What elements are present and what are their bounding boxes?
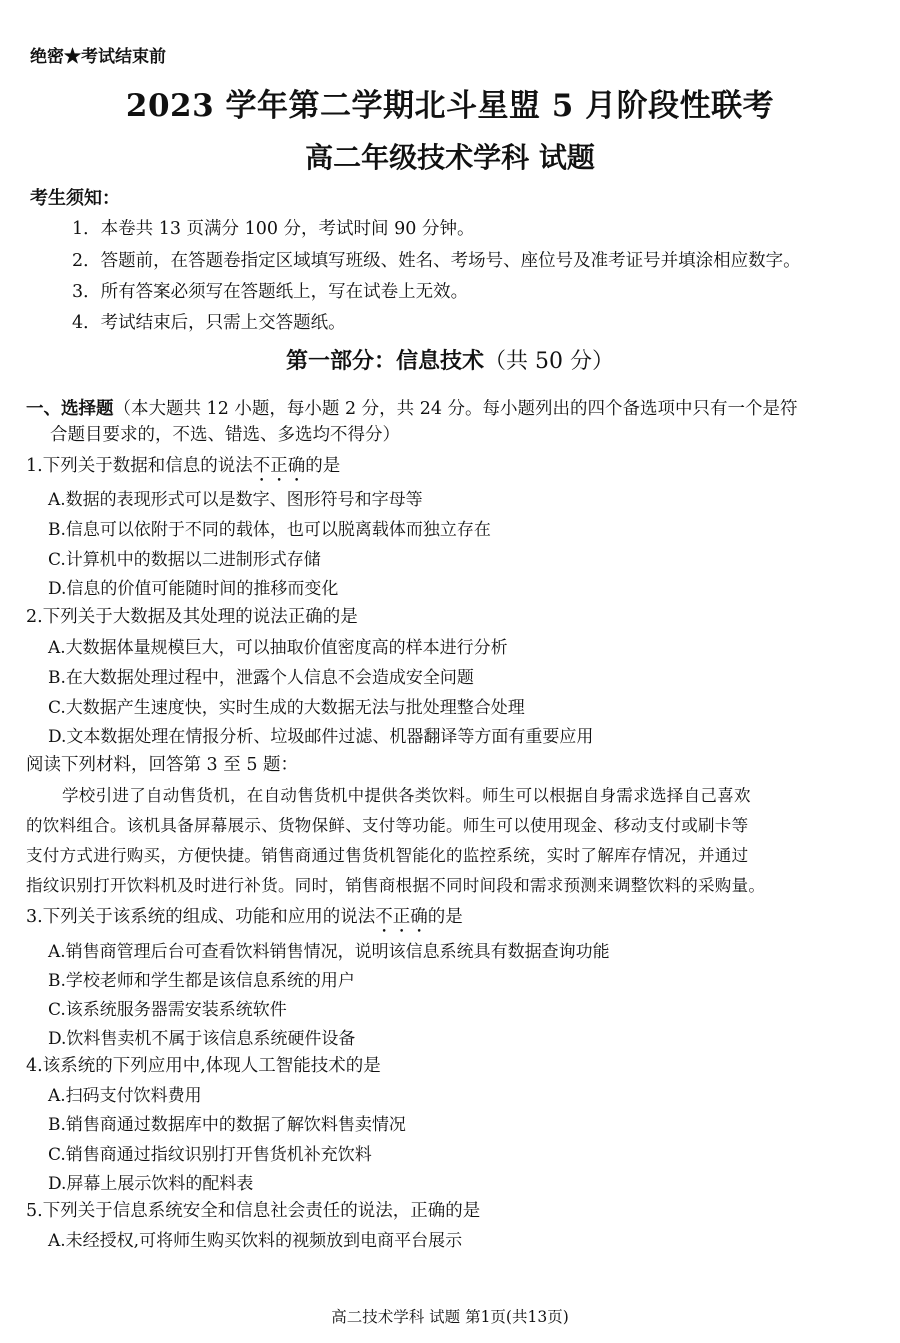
notice-item: 2．答题前，在答题卷指定区域填写班级、姓名、考场号、座位号及准考证号并填涂相应数字。 [72,251,801,271]
stem-emphasis: 不正确 [375,907,428,927]
stem-text: 3.下列关于该系统的组成、功能和应用的说法 [26,907,376,927]
page-footer: 高二技术学科 试题 第1页(共13页) [331,1308,569,1326]
question-4-option-c: C.销售商通过指纹识别打开售货机补充饮料 [48,1145,372,1165]
stem-emphasis: 不正确 [252,456,306,476]
question-3-stem [26,903,463,937]
question-1-stem [26,452,340,486]
question-1-option-d: D.信息的价值可能随时间的推移而变化 [48,579,339,599]
stem-text: 的是 [427,907,463,927]
question-4-option-b: B.销售商通过数据库中的数据了解饮料售卖情况 [48,1115,406,1135]
question-2-option-c: C.大数据产生速度快，实时生成的大数据无法与批处理整合处理 [48,698,525,718]
stem-text: 的是 [305,456,341,476]
exam-subtitle: 高二年级技术学科 试题 [305,141,595,174]
material-line: 学校引进了自动售货机，在自动售货机中提供各类饮料。师生可以根据自身需求选择自己喜欢 [62,786,751,805]
section-desc-cont: 合题目要求的，不选、错选、多选均不得分） [50,425,400,445]
question-2-option-a: A.大数据体量规模巨大，可以抽取价值密度高的样本进行分析 [48,638,508,658]
question-2-option-b: B.在大数据处理过程中，泄露个人信息不会造成安全问题 [48,668,474,688]
confidential-label: 绝密★考试结束前 [30,47,166,67]
question-1-option-b: B.信息可以依附于不同的载体，也可以脱离载体而独立存在 [48,520,491,540]
question-3-option-a: A.销售商管理后台可查看饮料销售情况，说明该信息系统具有数据查询功能 [48,942,610,962]
material-line: 支付方式进行购买，方便快捷。销售商通过售货机智能化的监控系统，实时了解库存情况，并通过 [26,846,749,865]
material-line: 的饮料组合。该机具备屏幕展示、货物保鲜、支付等功能。师生可以使用现金、移动支付或刷卡等 [26,816,749,835]
question-4-stem: 4.该系统的下列应用中,体现人工智能技术的是 [26,1056,381,1076]
material-intro: 阅读下列材料，回答第 3 至 5 题： [26,755,299,775]
part-title: 第一部分：信息技术 [286,348,485,374]
section-heading [26,395,798,420]
notice-item: 4．考试结束后，只需上交答题纸。 [72,313,346,333]
part-score: （共 50 分） [484,349,614,374]
section-desc: （本大题共 12 小题，每小题 2 分，共 24 分。每小题列出的四个备选项中只有一个是符 [113,399,798,419]
stem-text: 1.下列关于数据和信息的说法 [26,456,253,476]
question-3-option-d: D.饮料售卖机不属于该信息系统硬件设备 [48,1029,356,1049]
part-heading [0,344,900,375]
notice-item: 1．本卷共 13 页满分 100 分，考试时间 90 分钟。 [72,219,475,239]
notice-item: 3．所有答案必须写在答题纸上，写在试卷上无效。 [72,282,469,302]
notice-heading: 考生须知： [30,188,120,209]
question-2-option-d: D.文本数据处理在情报分析、垃圾邮件过滤、机器翻译等方面有重要应用 [48,727,594,747]
question-1-option-c: C.计算机中的数据以二进制形式存储 [48,550,321,570]
material-line: 指纹识别打开饮料机及时进行补货。同时，销售商根据不同时间段和需求预测来调整饮料的采购量。 [26,876,766,895]
question-5-option-a: A.未经授权,可将师生购买饮料的视频放到电商平台展示 [48,1231,463,1251]
question-4-option-a: A.扫码支付饮料费用 [48,1086,202,1106]
question-1-option-a: A.数据的表现形式可以是数字、图形符号和字母等 [48,490,423,510]
question-4-option-d: D.屏幕上展示饮料的配料表 [48,1174,254,1194]
exam-title: 2023 学年第二学期北斗星盟 5 月阶段性联考 [125,88,775,124]
question-3-option-b: B.学校老师和学生都是该信息系统的用户 [48,971,355,991]
question-5-stem: 5.下列关于信息系统安全和信息社会责任的说法，正确的是 [26,1201,481,1221]
question-2-stem: 2.下列关于大数据及其处理的说法正确的是 [26,607,358,627]
question-3-option-c: C.该系统服务器需安装系统软件 [48,1000,287,1020]
section-title: 一、选择题 [26,399,114,419]
